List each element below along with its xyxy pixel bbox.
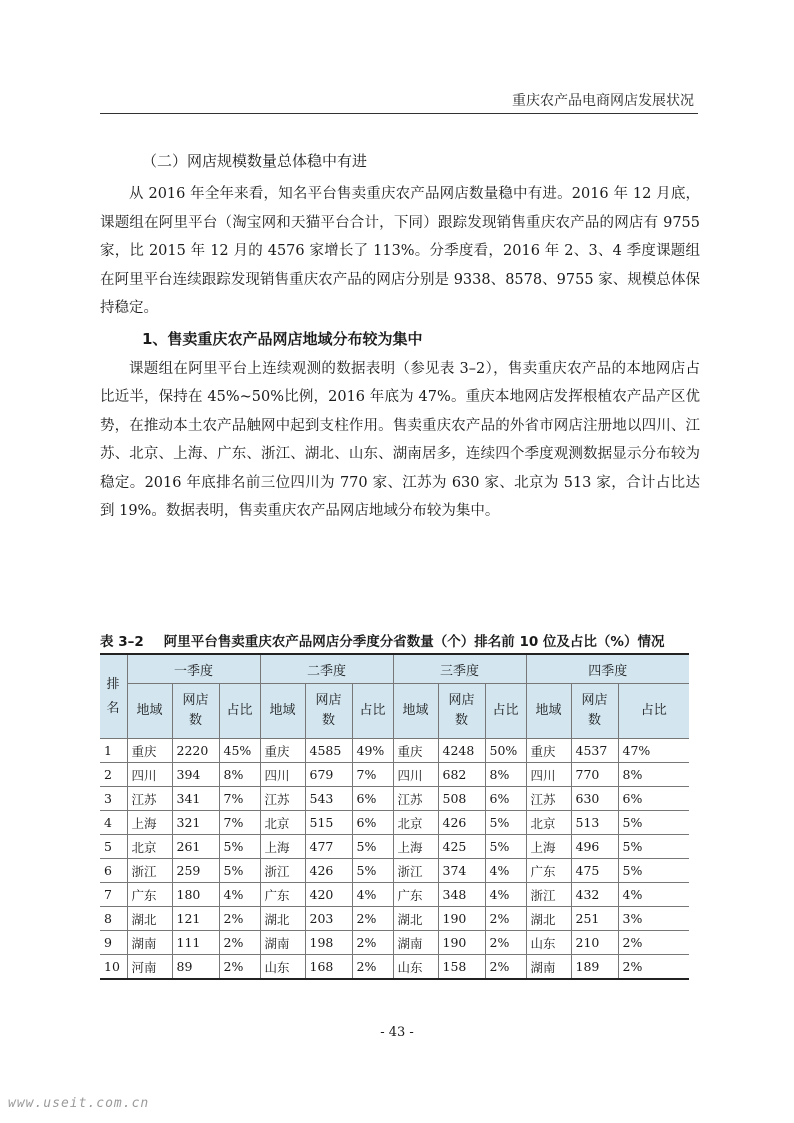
shops-cell: 89 [172, 955, 219, 980]
region-cell: 湖南 [260, 931, 305, 955]
region-cell: 上海 [526, 835, 571, 859]
shops-cell: 394 [172, 763, 219, 787]
region-cell: 河南 [127, 955, 172, 980]
table-header-columns [100, 684, 689, 739]
shops-cell: 630 [571, 787, 618, 811]
running-header-title: 重庆农产品电商网店发展状况 [512, 93, 694, 109]
shops-cell: 508 [438, 787, 485, 811]
shops-cell: 374 [438, 859, 485, 883]
share-cell: 5% [352, 859, 393, 883]
share-cell: 6% [485, 787, 526, 811]
region-cell: 重庆 [260, 739, 305, 763]
region-cell: 四川 [260, 763, 305, 787]
shops-cell: 251 [571, 907, 618, 931]
region-cell: 湖南 [127, 931, 172, 955]
shops-cell: 180 [172, 883, 219, 907]
region-cell: 湖南 [393, 931, 438, 955]
subsection-paragraph: 课题组在阿里平台上连续观测的数据表明（参见表 3–2），售卖重庆农产品的本地网店占比近半，保持在 45%~50%比例，2016 年底为 47%。重庆本地网店发挥根植农产品产区优势，在推动本土农产品触网中起到支柱作用。售卖重庆农产品的外省市网店注册地以四川、江苏、北京、上海、广东、浙江、湖北、山东、湖南居多，连续四个季度观测数据显示分布较为稳定。2016 年底排名前三位四川为 770 家、江苏为 630 家、北京为 513 家，合计占比达到 19%。数据表明，售卖重庆农产品网店地域分布较为集中。 [100, 360, 700, 519]
region-cell: 山东 [393, 955, 438, 980]
region-cell: 湖北 [393, 907, 438, 931]
shops-cell: 341 [172, 787, 219, 811]
share-cell: 6% [352, 787, 393, 811]
share-cell: 8% [485, 763, 526, 787]
column-header-region: 地域 [127, 684, 172, 739]
rank-header: 排名 [100, 654, 127, 739]
region-cell: 浙江 [260, 859, 305, 883]
table-row [100, 955, 689, 980]
share-cell: 2% [618, 931, 689, 955]
shops-cell: 475 [571, 859, 618, 883]
body-content [100, 148, 700, 526]
shops-cell: 259 [172, 859, 219, 883]
region-cell: 湖北 [260, 907, 305, 931]
share-cell: 7% [352, 763, 393, 787]
watermark: www.useit.com.cn [8, 1096, 150, 1111]
shops-cell: 420 [305, 883, 352, 907]
column-header-share: 占比 [352, 684, 393, 739]
region-cell: 重庆 [127, 739, 172, 763]
section-heading: （二）网店规模数量总体稳中有进 [142, 152, 368, 170]
shops-cell: 190 [438, 931, 485, 955]
table-row [100, 787, 689, 811]
share-cell: 5% [352, 835, 393, 859]
column-header-share: 占比 [618, 684, 689, 739]
shops-cell: 158 [438, 955, 485, 980]
region-cell: 浙江 [526, 883, 571, 907]
region-cell: 山东 [260, 955, 305, 980]
share-cell: 5% [485, 835, 526, 859]
table-row [100, 835, 689, 859]
column-header-shops: 网店数 [305, 684, 352, 739]
shops-cell: 210 [571, 931, 618, 955]
share-cell: 5% [485, 811, 526, 835]
table-header-quarters [100, 654, 689, 684]
region-cell: 浙江 [393, 859, 438, 883]
table-body [100, 739, 689, 980]
shops-cell: 426 [305, 859, 352, 883]
share-cell: 7% [219, 787, 260, 811]
region-cell: 北京 [393, 811, 438, 835]
region-cell: 江苏 [260, 787, 305, 811]
subsection-heading: 1、售卖重庆农产品网店地域分布较为集中 [142, 329, 423, 348]
shops-cell: 515 [305, 811, 352, 835]
quarter-header: 一季度 [127, 654, 260, 684]
shops-cell: 198 [305, 931, 352, 955]
share-cell: 49% [352, 739, 393, 763]
share-cell: 45% [219, 739, 260, 763]
region-cell: 北京 [260, 811, 305, 835]
shops-cell: 477 [305, 835, 352, 859]
region-cell: 重庆 [393, 739, 438, 763]
region-cell: 广东 [526, 859, 571, 883]
header-rule [100, 113, 698, 114]
shops-cell: 121 [172, 907, 219, 931]
region-cell: 北京 [526, 811, 571, 835]
share-cell: 2% [352, 907, 393, 931]
share-cell: 47% [618, 739, 689, 763]
share-cell: 5% [618, 835, 689, 859]
share-cell: 6% [618, 787, 689, 811]
shops-cell: 426 [438, 811, 485, 835]
shops-cell: 496 [571, 835, 618, 859]
region-cell: 四川 [526, 763, 571, 787]
rank-cell: 6 [100, 859, 127, 883]
column-header-shops: 网店数 [438, 684, 485, 739]
share-cell: 8% [219, 763, 260, 787]
shops-cell: 189 [571, 955, 618, 980]
quarter-header: 二季度 [260, 654, 393, 684]
share-cell: 5% [219, 859, 260, 883]
section-paragraph: 从 2016 年全年来看，知名平台售卖重庆农产品网店数量稳中有进。2016 年 12 月底，课题组在阿里平台（淘宝网和天猫平台合计，下同）跟踪发现销售重庆农产品的网店有 9755 家，比 2015 年 12 月的 4576 家增长了 113%。分季度看，2016 年 2、3、4 季度课题组在阿里平台连续跟踪发现销售重庆农产品的网店分别是 9338、8578、9755 家、规模总体保持稳定。 [100, 186, 700, 316]
shops-cell: 111 [172, 931, 219, 955]
shops-cell: 543 [305, 787, 352, 811]
column-header-shops: 网店数 [172, 684, 219, 739]
share-cell: 2% [352, 931, 393, 955]
share-cell: 2% [219, 931, 260, 955]
table-row [100, 931, 689, 955]
region-cell: 重庆 [526, 739, 571, 763]
rank-cell: 10 [100, 955, 127, 980]
table-row [100, 811, 689, 835]
shops-cell: 4537 [571, 739, 618, 763]
share-cell: 2% [618, 955, 689, 980]
quarter-header: 三季度 [393, 654, 526, 684]
rank-cell: 9 [100, 931, 127, 955]
rank-cell: 3 [100, 787, 127, 811]
table-row [100, 859, 689, 883]
shops-cell: 4248 [438, 739, 485, 763]
shops-cell: 190 [438, 907, 485, 931]
table-row [100, 883, 689, 907]
share-cell: 4% [485, 883, 526, 907]
share-cell: 3% [618, 907, 689, 931]
rank-cell: 5 [100, 835, 127, 859]
quarter-header: 四季度 [526, 654, 689, 684]
region-cell: 浙江 [127, 859, 172, 883]
region-cell: 上海 [393, 835, 438, 859]
shops-cell: 432 [571, 883, 618, 907]
share-cell: 2% [219, 955, 260, 980]
table-number: 表 3–2 [100, 634, 144, 650]
rank-cell: 4 [100, 811, 127, 835]
region-cell: 广东 [260, 883, 305, 907]
shops-cell: 679 [305, 763, 352, 787]
share-cell: 5% [618, 811, 689, 835]
shops-cell: 513 [571, 811, 618, 835]
region-cell: 北京 [127, 835, 172, 859]
region-cell: 四川 [127, 763, 172, 787]
region-cell: 上海 [260, 835, 305, 859]
shops-cell: 682 [438, 763, 485, 787]
share-cell: 2% [219, 907, 260, 931]
share-cell: 2% [485, 907, 526, 931]
share-cell: 8% [618, 763, 689, 787]
column-header-share: 占比 [219, 684, 260, 739]
share-cell: 50% [485, 739, 526, 763]
region-cell: 江苏 [526, 787, 571, 811]
region-cell: 四川 [393, 763, 438, 787]
table-row [100, 763, 689, 787]
rank-cell: 2 [100, 763, 127, 787]
share-cell: 4% [352, 883, 393, 907]
page-number: - 43 - [380, 1025, 414, 1040]
share-cell: 6% [352, 811, 393, 835]
column-header-region: 地域 [260, 684, 305, 739]
table-row [100, 739, 689, 763]
shops-cell: 4585 [305, 739, 352, 763]
rank-cell: 7 [100, 883, 127, 907]
share-cell: 4% [485, 859, 526, 883]
region-cell: 上海 [127, 811, 172, 835]
column-header-share: 占比 [485, 684, 526, 739]
share-cell: 2% [485, 955, 526, 980]
region-cell: 江苏 [393, 787, 438, 811]
shops-cell: 168 [305, 955, 352, 980]
share-cell: 4% [618, 883, 689, 907]
column-header-shops: 网店数 [571, 684, 618, 739]
column-header-region: 地域 [393, 684, 438, 739]
rank-cell: 1 [100, 739, 127, 763]
shops-cell: 321 [172, 811, 219, 835]
region-cell: 江苏 [127, 787, 172, 811]
rank-cell: 8 [100, 907, 127, 931]
share-cell: 4% [219, 883, 260, 907]
region-cell: 广东 [127, 883, 172, 907]
share-cell: 7% [219, 811, 260, 835]
region-cell: 湖北 [526, 907, 571, 931]
shops-cell: 203 [305, 907, 352, 931]
region-cell: 山东 [526, 931, 571, 955]
shops-cell: 425 [438, 835, 485, 859]
table-caption [100, 630, 700, 650]
table-row [100, 907, 689, 931]
share-cell: 2% [352, 955, 393, 980]
share-cell: 2% [485, 931, 526, 955]
share-cell: 5% [618, 859, 689, 883]
column-header-region: 地域 [526, 684, 571, 739]
shops-cell: 2220 [172, 739, 219, 763]
region-cell: 广东 [393, 883, 438, 907]
region-cell: 湖北 [127, 907, 172, 931]
shops-cell: 261 [172, 835, 219, 859]
shops-cell: 348 [438, 883, 485, 907]
data-table [100, 653, 689, 980]
table-title: 阿里平台售卖重庆农产品网店分季度分省数量（个）排名前 10 位及占比（%）情况 [163, 634, 665, 650]
share-cell: 5% [219, 835, 260, 859]
region-cell: 湖南 [526, 955, 571, 980]
shops-cell: 770 [571, 763, 618, 787]
